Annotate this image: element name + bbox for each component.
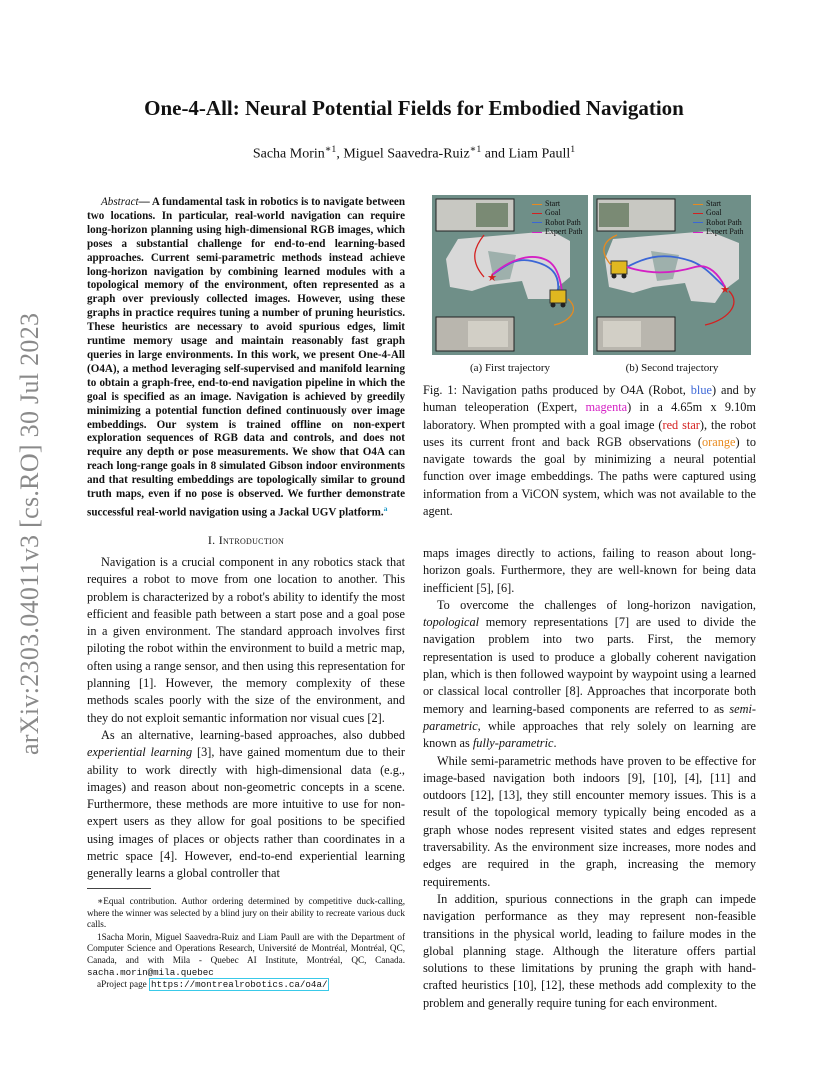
abstract-text: A fundamental task in robotics is to navigate between two locations. In particular, real-world navigation can require long-horizon planning using high-dimensional RGB images, which poses a substantial challenge for end-to-end learning-based approaches. Current semi-parametric methods instead achieve long-horizon navigation by combining learned modules with a topological memory of the environment, often represented as a graph over previously collected images. However, using these graphs in practice requires tuning a number of pruning heuristics. These heuristics are necessary to avoid spurious edges, limit runtime memory usage and maintain reasonably fast graph queries in large environments. In this work, we present One-4-All (O4A), a method leveraging self-supervised and manifold learning to obtain a graph-free, end-to-end navigation pipeline in which the goal is specified as an image. Navigation is achieved by greedily minimizing a potential function defined continuously over image embeddings. Our system is trained offline on non-expert exploration sequences of RGB data and controls, and does not require any depth or pose measurements. We show that O4A can reach long-range goals in 8 simulated Gibson indoor environments and that resulting embeddings are topologically similar to ground truth maps, even if no pose is observed. We further demonstrate successful real-world navigation using a Jackal UGV platform. xyxy=(87,196,405,519)
email-link[interactable]: sacha.morin@mila.quebec xyxy=(87,966,214,978)
caption-blue: blue xyxy=(690,383,712,397)
caption-text: ), the robot uses its current front and back RGB observations ( xyxy=(423,417,757,449)
legend-robot: Robot Path xyxy=(706,217,742,227)
legend-expert: Expert Path xyxy=(706,226,744,236)
footnotes xyxy=(87,896,405,992)
text-span: memory representations [7] are used to divide the navigation problem into two parts. First, the memory representation is used to produce a globally coherent navigation plan, which is then followed waypoint by waypoint using a learned or classical local controller [8]. Approaches that incorporate both memory and learning-based components are referred to as xyxy=(423,615,756,716)
footnote-2 xyxy=(87,932,405,978)
right-column-body xyxy=(423,545,756,1012)
subcaption-a: (a) First trajectory xyxy=(469,362,551,374)
legend-start-swatch xyxy=(532,204,542,205)
abstract xyxy=(87,196,405,521)
author-3: Liam Paull xyxy=(508,146,571,162)
legend-item xyxy=(693,227,744,236)
subcaption-b: (b) Second trajectory xyxy=(625,362,719,374)
abstract-dash: — xyxy=(138,196,152,208)
project-page-link[interactable]: https://montrealrobotics.ca/o4a/ xyxy=(151,979,328,991)
paragraph: maps images directly to actions, failing to reason about long-horizon goals. Furthermore, they are well-known for being data inefficient [5], [6]. xyxy=(423,546,756,595)
author-1: Sacha Morin xyxy=(252,146,325,162)
emphasis: fully-parametric xyxy=(472,736,554,751)
paragraph xyxy=(87,727,405,883)
footnote-rule xyxy=(87,888,151,889)
svg-text:★: ★ xyxy=(720,284,730,296)
text-span: To overcome the challenges of long-horizon navigation, xyxy=(437,597,756,612)
legend-expert: Expert Path xyxy=(545,226,583,236)
footnote-3-label: aProject page xyxy=(97,979,147,990)
legend-robot-swatch xyxy=(532,222,542,223)
legend-item xyxy=(693,199,744,208)
text-span: . xyxy=(553,736,557,751)
author-3-affil: 1 xyxy=(570,144,576,155)
legend-item xyxy=(532,208,583,217)
author-list xyxy=(0,144,828,163)
section-heading: I. Introduction xyxy=(207,533,285,547)
legend-expert-swatch xyxy=(532,232,542,233)
caption-magenta: magenta xyxy=(585,400,628,415)
arxiv-stamp: arXiv:2303.04011v3 [cs.RO] 30 Jul 2023 xyxy=(15,312,44,755)
footnote-1: ∗Equal contribution. Author ordering determined by competitive duck-calling, where the winner was selected by a blind jury on their ability to recreate various duck calls. xyxy=(87,896,405,930)
legend-item xyxy=(693,208,744,217)
caption-orange: orange xyxy=(702,434,736,449)
author-2-affil: ∗1 xyxy=(469,144,482,155)
legend-goal-swatch xyxy=(532,213,542,214)
legend-b xyxy=(693,199,744,236)
legend-robot: Robot Path xyxy=(545,217,581,227)
legend-start: Start xyxy=(706,199,722,208)
legend-a xyxy=(532,199,583,236)
emphasis: experiential learning xyxy=(87,745,193,760)
legend-goal-swatch xyxy=(693,213,703,214)
caption-text: ) in a 4.65m x 9.10m laboratory. When prompted with a goal image ( xyxy=(423,400,756,432)
paragraph: In addition, spurious connections in the graph can impede navigation performance as they may represent non-feasible transitions in the physical world, leading to failure modes in the global planning stage. Although the literature offers partial solutions to these limitations by pruning the graph with hand-crafted heuristics [10], [12], these methods add complexity to the problem and generally require tuning for each environment. xyxy=(423,891,756,1010)
emphasis: topological xyxy=(423,615,480,630)
legend-item xyxy=(693,218,744,227)
emphasis: semi-parametric xyxy=(423,701,756,733)
footnote-3 xyxy=(87,979,405,991)
text-span: , while approaches that rely solely on learning are known as xyxy=(423,718,756,751)
svg-text:★: ★ xyxy=(487,272,497,284)
paragraph xyxy=(423,597,756,753)
footnote-2-text: 1Sacha Morin, Miguel Saavedra-Ruiz and Liam Paull are with the Department of Computer Science and Operations Research, Université de Montréal, Montréal, QC, Canada, and with Mila - Quebec AI Institute, Montréal, QC, Canada. xyxy=(87,931,405,965)
author-sep: , xyxy=(336,146,344,162)
figure-caption xyxy=(423,382,756,520)
caption-text: Fig. 1: Navigation paths produced by O4A (Robot, xyxy=(423,383,691,397)
legend-start: Start xyxy=(545,199,561,208)
legend-goal: Goal xyxy=(706,208,722,218)
legend-robot-swatch xyxy=(693,222,703,223)
author-1-affil: ∗1 xyxy=(324,144,337,155)
caption-text: ) and by human teleoperation (Expert, xyxy=(423,383,757,415)
legend-item xyxy=(532,227,583,236)
legend-start-swatch xyxy=(693,204,703,205)
caption-text: ) to navigate towards the goal by minimizing a neural potential function over image embeddings. The paths were captured using information from a ViCON system, which was not available to the agent. xyxy=(423,434,756,519)
paragraph: Navigation is a crucial component in any robotics stack that requires a robot to move from one location to another. This problem is characterized by a robot's ability to identify the most efficient and feasible path between a start pose and a goal pose in a given environment. The standard approach involves first piloting the robot within the environment to build a metric map, often using a range sensor, and then using this representation for planning [1]. However, the memory complexity of these methods scales poorly with the size of the environment, and they do not exploit semantic information nor visual cues [2]. xyxy=(87,555,405,725)
text-span: [3], have gained momentum due to their ability to work directly with high-dimensional data (e.g., images) and reason about non-geometric concepts in a scene. Furthermore, these methods are more intuitive to use for non-expert users as they allow for goal positions to be specified using images of places or objects rather than coordinates in a metric space [4]. However, end-to-end experiential learning generally learns a global controller that xyxy=(87,745,405,881)
caption-red: red star xyxy=(662,417,700,432)
legend-expert-swatch xyxy=(693,232,703,233)
abstract-footnote-link[interactable]: a xyxy=(383,503,388,513)
abstract-label: Abstract xyxy=(101,196,139,208)
legend-goal: Goal xyxy=(545,208,561,218)
author-and: and xyxy=(481,146,509,162)
paper-title: One-4-All: Neural Potential Fields for Embodied Navigation xyxy=(144,96,684,120)
text-span: As an alternative, learning-based approaches, also dubbed xyxy=(101,727,405,742)
legend-item xyxy=(532,199,583,208)
paragraph: While semi-parametric methods have proven to be effective for image-based navigation both indoors [9], [10], [4], [11] and outdoors [12], [13], they still encounter memory issues. This is a result of the topological memory typically being encoded as a graph whose nodes represent visited states and edges represent traversability. As the environment size increases, more nodes and edges are required in the graph, increasing the memory requirements. xyxy=(423,753,756,889)
legend-item xyxy=(532,218,583,227)
left-column-body xyxy=(87,554,405,883)
author-2: Miguel Saavedra-Ruiz xyxy=(343,146,470,162)
